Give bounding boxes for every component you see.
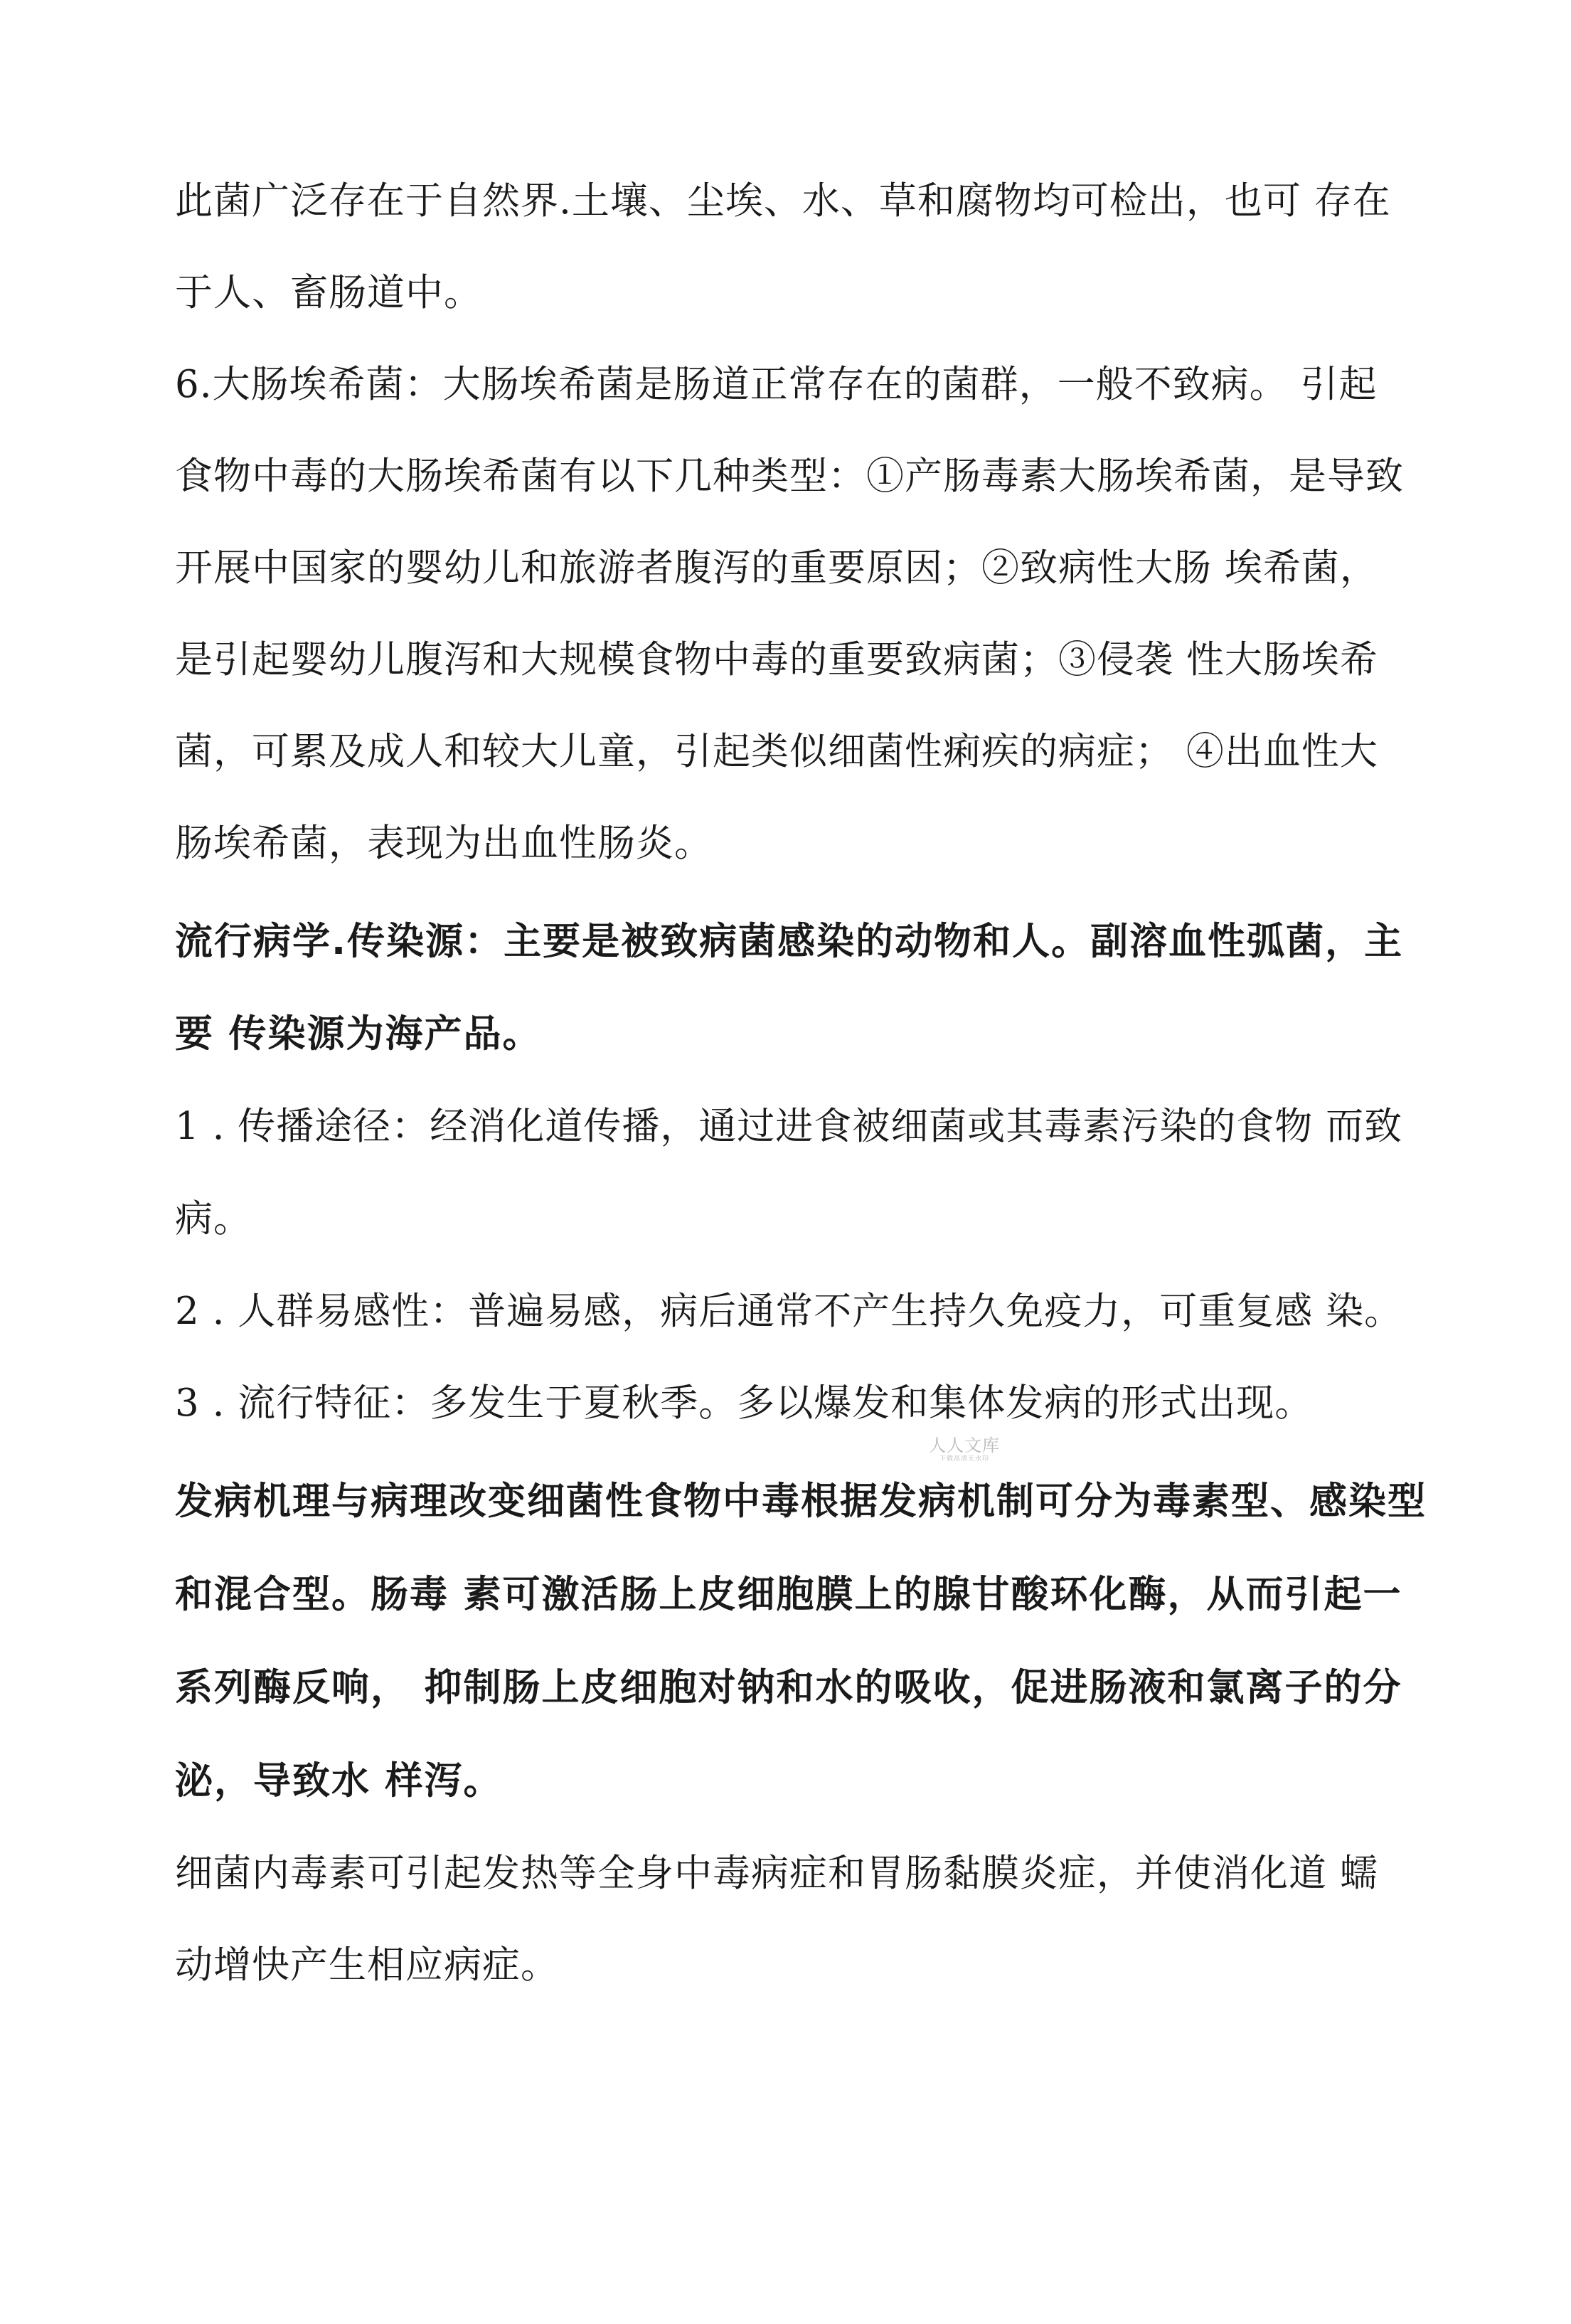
text-line: 病。 (175, 1197, 252, 1241)
watermark-title: 人人文库 (929, 1436, 1000, 1455)
text-line: 开展中国家的婴幼儿和旅游者腹泻的重要原因；②致病性大肠 埃希菌， (175, 546, 1378, 590)
text-line: 食物中毒的大肠埃希菌有以下几种类型：①产肠毒素大肠埃希菌，是导致 (175, 455, 1404, 498)
text-line: 6.大肠埃希菌：大肠埃希菌是肠道正常存在的菌群，一般不致病。 引起 (175, 363, 1378, 406)
text-line-bold: 发病机理与病理改变细菌性食物中毒根据发病机制可分为毒素型、感染型 (175, 1480, 1427, 1523)
text-line: 此菌广泛存在于自然界.土壤、尘埃、水、草和腐物均可检出，也可 存在 (175, 179, 1391, 223)
watermark-logo (922, 1436, 1007, 1463)
text-line: 3 . 流行特征：多发生于夏秋季。多以爆发和集体发病的形式出现。 (175, 1381, 1314, 1425)
text-line-bold: 要 传染源为海产品。 (175, 1012, 542, 1056)
watermark-subtitle: 下载高清无水印 (939, 1455, 989, 1463)
text-line-bold: 和混合型。肠毒 素可激活肠上皮细胞膜上的腺甘酸环化酶，从而引起一 (175, 1573, 1402, 1616)
text-line: 动增快产生相应病症。 (175, 1943, 559, 1987)
text-line: 是引起婴幼儿腹泻和大规模食物中毒的重要致病菌；③侵袭 性大肠埃希 (175, 638, 1378, 681)
text-line: 2 . 人群易感性：普遍易感，病后通常不产生持久免疫力，可重复感 染。 (175, 1290, 1403, 1333)
text-line: 菌，可累及成人和较大儿童，引起类似细菌性痢疾的病症； ④出血性大 (175, 730, 1378, 773)
text-line-bold: 流行病学.传染源：主要是被致病菌感染的动物和人。副溶血性弧菌，主 (175, 920, 1404, 963)
text-line: 1 . 传播途径：经消化道传播，通过进食被细菌或其毒素污染的食物 而致 (175, 1105, 1403, 1148)
text-line: 细菌内毒素可引起发热等全身中毒病症和胃肠黏膜炎症，并使消化道 蠕 (175, 1852, 1378, 1895)
text-line-bold: 系列酶反响， 抑制肠上皮细胞对钠和水的吸收，促进肠液和氯离子的分 (175, 1666, 1402, 1709)
text-line: 肠埃希菌，表现为出血性肠炎。 (175, 822, 713, 865)
text-line-bold: 泌，导致水 样泻。 (175, 1759, 503, 1803)
text-line: 于人、畜肠道中。 (175, 271, 482, 314)
